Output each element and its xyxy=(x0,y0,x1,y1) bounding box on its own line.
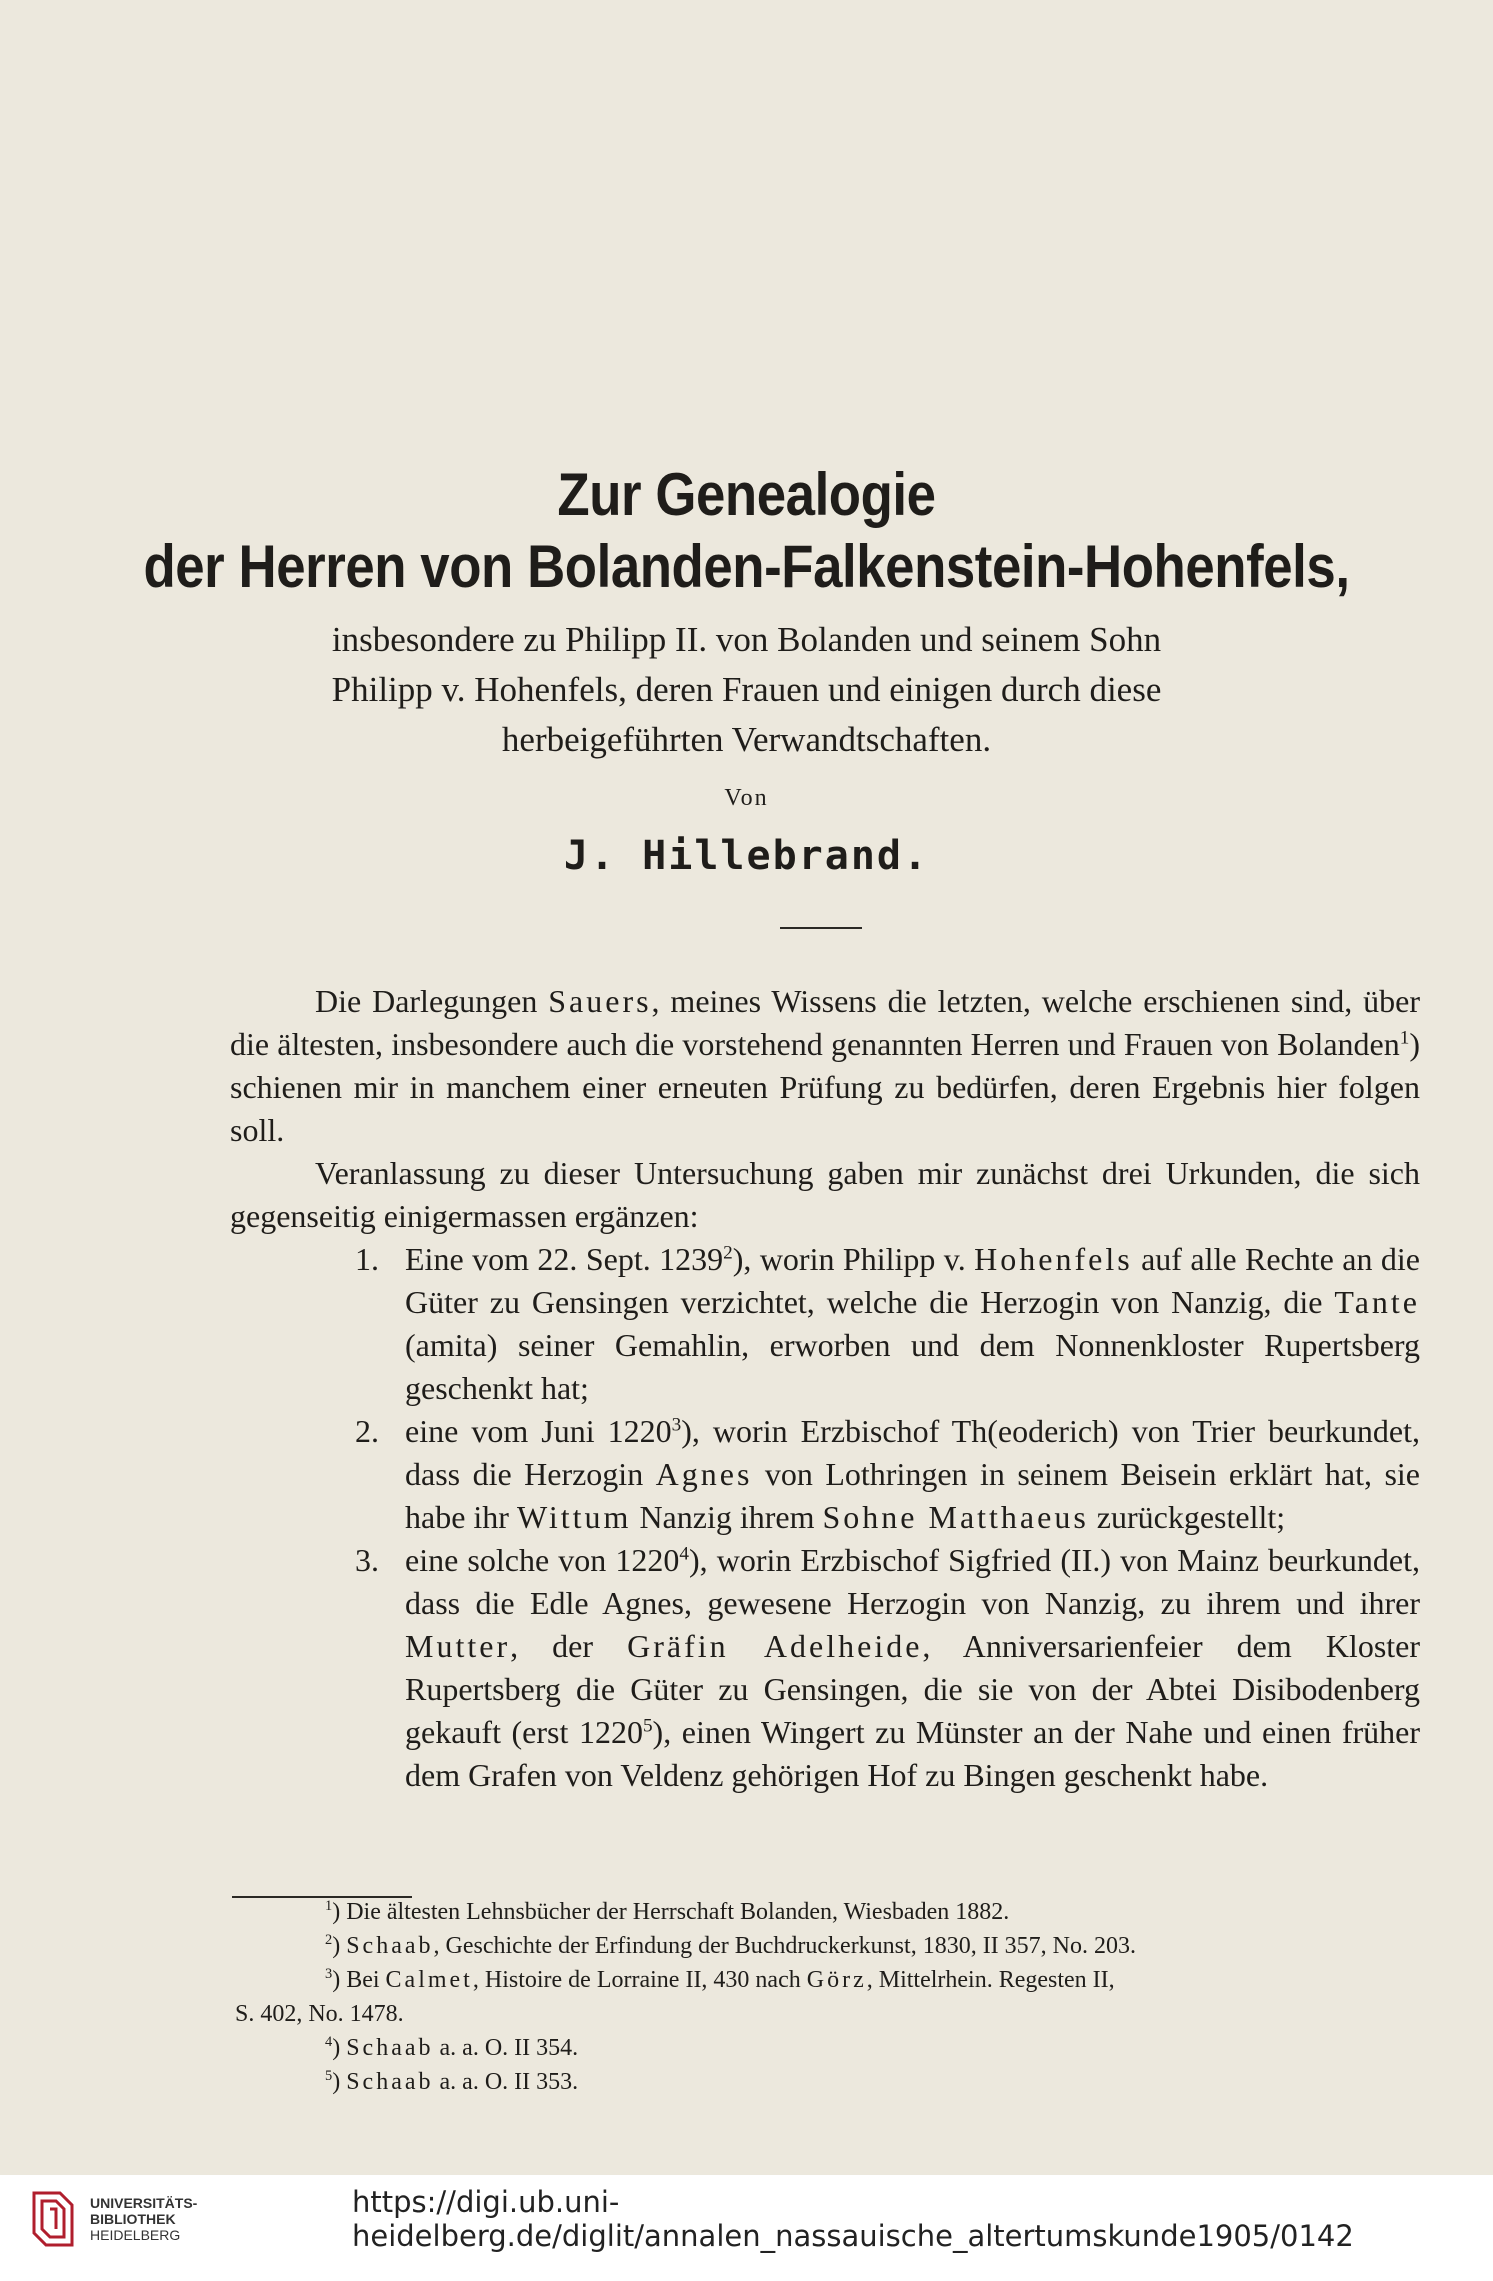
spaced-name: Schaab xyxy=(346,2069,434,2095)
spaced-name: Wittum xyxy=(516,1499,632,1535)
footnotes xyxy=(235,1895,1425,2099)
text-run: Die Darlegungen xyxy=(315,983,549,1019)
text-run: auf alle Rechte an die Güter zu Gensingen verzichtet, welche die Herzogin von Nanzig, die xyxy=(405,1241,1421,1320)
footnote-mark: 1 xyxy=(325,1898,333,1914)
spaced-name: Gräfin Adelheide xyxy=(627,1628,923,1664)
text-run: ) Die ältesten Lehnsbücher der Herrschaft Bolanden, Wiesbaden 1882. xyxy=(332,1899,1010,1925)
text-run: , Anniversarienfeier dem Kloster Rupertsberg die Güter zu Gensingen, die sie von der Abtei Disibodenberg gekauft (erst 1220 xyxy=(405,1628,1421,1750)
footnote-ref: 3 xyxy=(671,1414,682,1436)
title-divider xyxy=(780,927,862,929)
list-item xyxy=(230,1410,1420,1539)
library-logo-text xyxy=(90,2195,197,2243)
footnote-ref: 1 xyxy=(1399,1027,1410,1049)
text-run: , der xyxy=(510,1628,628,1664)
source-url[interactable]: https://digi.ub.uni-heidelberg.de/diglit/annalen_nassauische_altertumskunde1905/0142 xyxy=(352,2185,1354,2253)
footnote: $^2$) Schaab, Geschichte der Erfindung der Buchdruckerkunst, 1830, II 357, No. 203. xyxy=(325,1932,1137,1959)
footnote-mark: 2 xyxy=(325,1932,333,1948)
text-run: zurückgestellt; xyxy=(1088,1499,1286,1535)
text-run: (amita) seiner Gemahlin, erworben und dem Nonnenkloster Rupertsberg geschenkt hat; xyxy=(405,1327,1420,1406)
ub-heidelberg-logo-icon xyxy=(26,2187,80,2253)
footnote-ref: 2 xyxy=(723,1242,733,1264)
text-run: , Geschichte der Erfindung der Buchdruckerkunst, 1830, II 357, No. 203. xyxy=(433,1933,1137,1959)
list-number: 2. xyxy=(355,1413,379,1449)
text-run: ), worin Erzbischof Th(eoderich) von Trier beurkundet, dass die Herzogin xyxy=(405,1413,1421,1492)
list-number: 3. xyxy=(355,1542,379,1578)
logo-line: UNIVERSITÄTS- xyxy=(90,2195,198,2211)
list-item xyxy=(230,1539,1420,1797)
document-list xyxy=(230,1238,1420,1797)
logo-line: BIBLIOTHEK xyxy=(90,2211,176,2227)
footnote xyxy=(235,1895,1425,1929)
subtitle-line: Philipp v. Hohenfels, deren Frauen und einigen durch diese xyxy=(331,670,1162,709)
text-run: ), worin Erzbischof Sigfried (II.) von Mainz beurkundet, dass die Edle Agnes, gewesene Herzogin von Nanzig, zu ihrem und ihrer xyxy=(405,1542,1421,1621)
footnote-mark: 3 xyxy=(325,1966,333,1982)
source-footer xyxy=(0,2175,1493,2281)
footnote-mark: 5 xyxy=(325,2068,333,2084)
text-run: a. a. O. II 353. xyxy=(433,2069,579,2095)
text-run: ) Bei xyxy=(332,1967,386,1993)
spaced-name: Calmet xyxy=(385,1967,473,1993)
text-run: ), einen Wingert zu Münster an der Nahe und einen früher dem Grafen von Veldenz gehörigen Hof zu Bingen geschenkt habe. xyxy=(405,1714,1420,1793)
spaced-name: Sauers xyxy=(548,983,652,1019)
spaced-name: Schaab xyxy=(346,1933,434,1959)
logo-line: HEIDELBERG xyxy=(90,2227,181,2243)
spaced-name: Görz xyxy=(806,1967,867,1993)
footnote-ref: 5 xyxy=(642,1715,653,1737)
article-body xyxy=(230,980,1420,1797)
spaced-name: Schaab xyxy=(346,2035,434,2061)
footnote-ref: 4 xyxy=(679,1543,689,1565)
spaced-name: Mutter xyxy=(405,1628,511,1664)
text-run: ), worin Philipp v. xyxy=(732,1241,975,1277)
subtitle-line: herbeigeführten Verwandtschaften. xyxy=(501,720,992,759)
text-run: a. a. O. II 354. xyxy=(433,2035,579,2061)
list-number: 1. xyxy=(355,1241,379,1277)
text-run: von Lothringen in seinem Beisein erklärt hat, sie habe ihr xyxy=(405,1456,1421,1535)
spaced-name: Tante xyxy=(1334,1284,1420,1320)
text-run: , Mittelrhein. Regesten II, xyxy=(866,1967,1115,1993)
text-run: ) schienen mir in manchem einer erneuten Prüfung zu bedürfen, deren Ergebnis hier folgen soll. xyxy=(230,1026,1420,1148)
footnote-continuation: S. 402, No. 1478. xyxy=(235,2001,404,2027)
paragraph-1 xyxy=(230,980,1420,1152)
list-item xyxy=(230,1238,1420,1410)
title-line-1: Zur Genealogie xyxy=(557,461,936,528)
byline-von: Von xyxy=(724,785,769,811)
author-name: J. Hillebrand. xyxy=(563,833,930,879)
text-run: , meines Wissens die letzten, welche erschienen sind, über die ältesten, insbesondere auch die vorstehend genannten Herren und Frauen von Bolanden xyxy=(230,983,1421,1062)
text-run: eine vom Juni 1220 xyxy=(405,1413,672,1449)
title-line-2: der Herren von Bolanden-Falkenstein-Hohenfels, xyxy=(143,533,1350,600)
footnote xyxy=(235,1963,1425,1997)
spaced-name: Sohne Matthaeus xyxy=(822,1499,1089,1535)
footnote-mark: 4 xyxy=(325,2034,333,2050)
footnote: $^5$) Schaab a. a. O. II 353. xyxy=(325,2068,579,2095)
text-run: eine solche von 1220 xyxy=(405,1542,680,1578)
paragraph-2: Veranlassung zu dieser Untersuchung gaben mir zunächst drei Urkunden, die sich gegenseitig einigermassen ergänzen: xyxy=(230,1155,1420,1234)
spaced-name: Agnes xyxy=(655,1456,753,1492)
subtitle xyxy=(0,615,1493,765)
text-run: , Histoire de Lorraine II, 430 nach xyxy=(472,1967,807,1993)
text-run: Nanzig ihrem xyxy=(631,1499,823,1535)
spaced-name: Hohenfels xyxy=(974,1241,1133,1277)
text-run: Eine vom 22. Sept. 1239 xyxy=(405,1241,724,1277)
subtitle-line: insbesondere zu Philipp II. von Bolanden und seinem Sohn xyxy=(331,620,1162,659)
footnote: $^4$) Schaab a. a. O. II 354. xyxy=(325,2034,579,2061)
